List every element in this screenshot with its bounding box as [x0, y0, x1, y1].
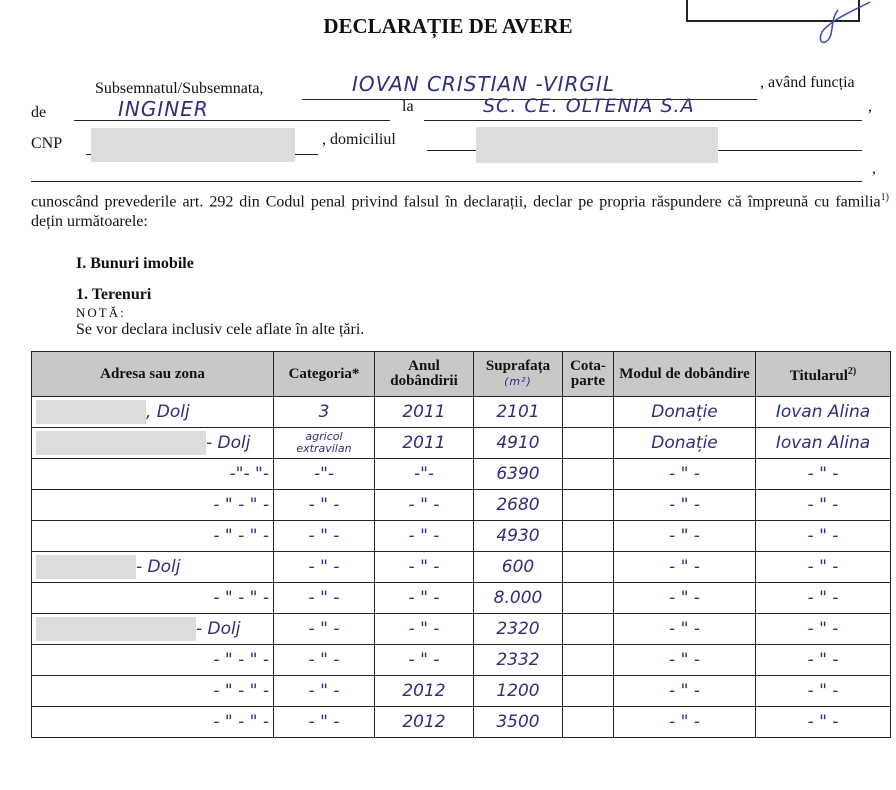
cell-adresa — [32, 490, 274, 521]
col-header-modul: Modul de dobândire — [614, 352, 756, 397]
declaration-end: dețin următoarele: — [31, 213, 148, 231]
cnp-label: CNP — [31, 135, 63, 152]
cell-cota — [563, 707, 614, 738]
cell-categoria: - " - — [274, 614, 375, 645]
cell-cota — [563, 614, 614, 645]
cell-categoria: 3 — [274, 397, 375, 428]
subsection-heading: 1. Terenuri — [76, 286, 152, 303]
cell-modul: - " - — [614, 490, 756, 521]
col-header-anul: Anul dobândirii — [375, 352, 474, 397]
cell-titular: - " - — [756, 552, 891, 583]
cell-suprafata: 1200 — [474, 676, 563, 707]
cell-titular: - " - — [756, 707, 891, 738]
section-heading: I. Bunuri imobile — [76, 255, 194, 272]
cell-categoria: - " - — [274, 676, 375, 707]
cell-anul: 2011 — [375, 397, 474, 428]
cell-adresa-text: - " - " - — [213, 588, 269, 608]
cell-categoria: -"- — [274, 459, 375, 490]
cell-adresa-text: -"- "- — [229, 464, 269, 484]
cell-categoria: - " - — [274, 490, 375, 521]
cell-adresa-text: - " - " - — [213, 681, 269, 701]
cell-modul: - " - — [614, 614, 756, 645]
cell-adresa-text: - Dolj — [206, 433, 251, 453]
domiciliu-line-2 — [31, 181, 862, 182]
cell-suprafata: 4930 — [474, 521, 563, 552]
cell-cota — [563, 583, 614, 614]
comma-2: , — [872, 160, 876, 177]
cell-adresa-text: - Dolj — [136, 557, 181, 577]
employer-line — [424, 120, 862, 121]
cell-modul: - " - — [614, 521, 756, 552]
cell-cota — [563, 676, 614, 707]
declaration-text: cunoscând prevederile art. 292 din Codul penal privind falsul în declarații, declar pe propria răspundere că împreună cu familia — [31, 193, 881, 211]
cell-anul: - " - — [375, 614, 474, 645]
cell-categoria: - " - — [274, 552, 375, 583]
functia-label: , având funcția — [760, 74, 855, 91]
cell-suprafata: 4910 — [474, 428, 563, 459]
cell-suprafata: 8.000 — [474, 583, 563, 614]
cell-modul: Donație — [614, 397, 756, 428]
declarant-name: IOVAN CRISTIAN -VIRGIL — [352, 72, 615, 96]
footnote-2-ref: 2) — [847, 366, 857, 377]
domiciliu-redaction — [476, 127, 718, 163]
cell-cota — [563, 397, 614, 428]
table-header-row — [32, 352, 891, 397]
table-row — [32, 583, 891, 614]
cell-modul: - " - — [614, 676, 756, 707]
cell-anul: 2011 — [375, 428, 474, 459]
cell-titular: - " - — [756, 459, 891, 490]
cell-anul: - " - — [375, 645, 474, 676]
cell-suprafata: 600 — [474, 552, 563, 583]
cell-adresa — [32, 552, 274, 583]
cell-cota — [563, 645, 614, 676]
table-row — [32, 397, 891, 428]
cell-cota — [563, 521, 614, 552]
cell-titular: - " - — [756, 614, 891, 645]
employer-value: SC. CE. OLTENIA S.A — [483, 95, 695, 117]
cell-anul: -"- — [375, 459, 474, 490]
cell-titular: - " - — [756, 521, 891, 552]
cell-adresa — [32, 676, 274, 707]
cell-anul: - " - — [375, 521, 474, 552]
cell-titular: Iovan Alina — [756, 428, 891, 459]
address-redaction — [36, 431, 206, 455]
cell-titular: Iovan Alina — [756, 397, 891, 428]
cell-adresa — [32, 645, 274, 676]
table-row — [32, 676, 891, 707]
cell-cota — [563, 552, 614, 583]
cell-adresa-text: - " - " - — [213, 495, 269, 515]
cell-anul: - " - — [375, 490, 474, 521]
cell-adresa-text: - " - " - — [213, 526, 269, 546]
cell-anul: 2012 — [375, 676, 474, 707]
cell-categoria: - " - — [274, 707, 375, 738]
cell-modul: - " - — [614, 552, 756, 583]
cell-modul: Donație — [614, 428, 756, 459]
cell-modul: - " - — [614, 707, 756, 738]
table-row — [32, 521, 891, 552]
address-redaction — [36, 617, 196, 641]
address-redaction — [36, 555, 136, 579]
declaration-paragraph — [31, 188, 889, 232]
cell-cota — [563, 490, 614, 521]
cell-titular: - " - — [756, 583, 891, 614]
footnote-1-ref: 1) — [880, 192, 889, 203]
table-row — [32, 428, 891, 459]
cell-suprafata: 2332 — [474, 645, 563, 676]
cell-titular: - " - — [756, 490, 891, 521]
cell-titular: - " - — [756, 676, 891, 707]
la-label: la — [402, 98, 414, 115]
table-row — [32, 707, 891, 738]
land-table — [31, 351, 891, 738]
cell-cota — [563, 459, 614, 490]
functie-value: INGINER — [118, 97, 209, 121]
col-header-titular — [756, 352, 891, 397]
domiciliul-label: , domiciliul — [322, 131, 396, 148]
table-row — [32, 645, 891, 676]
table-row — [32, 614, 891, 645]
col-header-suprafata-label: Suprafața — [485, 358, 551, 374]
cell-anul: - " - — [375, 583, 474, 614]
cell-suprafata: 3500 — [474, 707, 563, 738]
cell-adresa-text: , Dolj — [146, 402, 190, 422]
col-header-cota: Cota-parte — [563, 352, 614, 397]
address-redaction — [36, 400, 146, 424]
nota-text: Se vor declara inclusiv cele aflate în alte țări. — [76, 321, 365, 338]
cell-categoria: - " - — [274, 583, 375, 614]
cell-adresa — [32, 583, 274, 614]
cell-anul: - " - — [375, 552, 474, 583]
cell-categoria: agricol extravilan — [274, 428, 375, 459]
cell-adresa-text: - " - " - — [213, 650, 269, 670]
col-header-titular-label: Titularul — [789, 368, 848, 384]
cell-suprafata: 2101 — [474, 397, 563, 428]
cell-adresa-text: - " - " - — [213, 712, 269, 732]
nota-label: NOTĂ: — [76, 305, 126, 320]
cell-adresa — [32, 521, 274, 552]
page-title: DECLARAȚIE DE AVERE — [323, 14, 573, 38]
cell-modul: - " - — [614, 645, 756, 676]
col-header-suprafata — [474, 352, 563, 397]
suprafata-unit: (m²) — [504, 375, 532, 388]
cell-adresa — [32, 428, 274, 459]
cell-modul: - " - — [614, 583, 756, 614]
cell-modul: - " - — [614, 459, 756, 490]
table-row — [32, 552, 891, 583]
cell-titular: - " - — [756, 645, 891, 676]
cell-adresa-text: - Dolj — [196, 619, 241, 639]
table-row — [32, 490, 891, 521]
cnp-redaction — [91, 128, 295, 162]
subsemnatul-label: Subsemnatul/Subsemnata, — [95, 80, 264, 97]
cell-adresa — [32, 459, 274, 490]
cell-anul: 2012 — [375, 707, 474, 738]
cell-suprafata: 2320 — [474, 614, 563, 645]
cell-suprafata: 2680 — [474, 490, 563, 521]
table-row — [32, 459, 891, 490]
col-header-categoria: Categoria* — [274, 352, 375, 397]
cell-cota — [563, 428, 614, 459]
cell-suprafata: 6390 — [474, 459, 563, 490]
cell-categoria: - " - — [274, 645, 375, 676]
comma-1: , — [868, 98, 872, 115]
de-label: de — [31, 104, 47, 121]
col-header-adresa: Adresa sau zona — [32, 352, 274, 397]
cell-categoria: - " - — [274, 521, 375, 552]
cell-adresa — [32, 397, 274, 428]
cell-adresa — [32, 707, 274, 738]
cell-adresa — [32, 614, 274, 645]
